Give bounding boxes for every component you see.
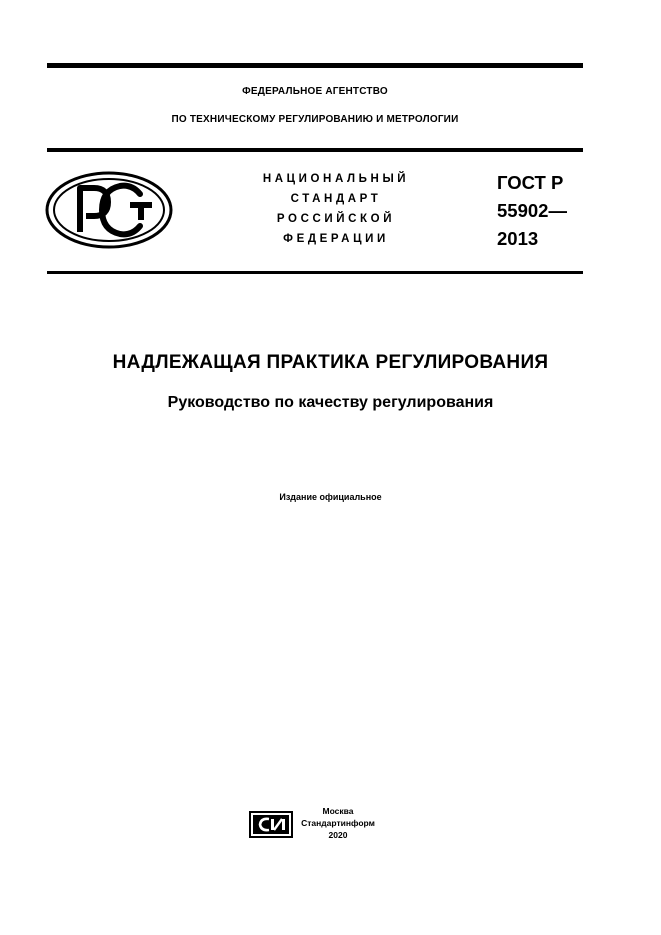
publisher-name: Стандартинформ xyxy=(301,818,375,828)
document-subtitle: Руководство по качеству регулирования xyxy=(167,394,494,411)
designation-line-3: 2013 xyxy=(497,228,539,249)
designation-line-1: ГОСТ Р xyxy=(497,172,564,193)
document-title: НАДЛЕЖАЩАЯ ПРАКТИКА РЕГУЛИРОВАНИЯ xyxy=(112,352,549,373)
standard-type-line-4: ФЕДЕРАЦИИ xyxy=(283,233,389,245)
bottom-header-rule xyxy=(47,271,583,274)
standard-type-line-1: НАЦИОНАЛЬНЫЙ xyxy=(262,173,410,185)
publisher-year: 2020 xyxy=(328,830,348,840)
publisher-logo-icon xyxy=(249,811,293,838)
standard-type-line-2: СТАНДАРТ xyxy=(290,193,382,205)
edition-label: Издание официальное xyxy=(279,492,382,502)
top-rule xyxy=(47,63,583,68)
rst-emblem-icon xyxy=(44,170,174,250)
agency-line-1: ФЕДЕРАЛЬНОЕ АГЕНТСТВО xyxy=(242,86,388,97)
standard-type-line-3: РОССИЙСКОЙ xyxy=(276,213,396,225)
header-rule xyxy=(47,148,583,152)
agency-line-2: ПО ТЕХНИЧЕСКОМУ РЕГУЛИРОВАНИЮ И МЕТРОЛОГИИ xyxy=(171,114,459,125)
publisher-city: Москва xyxy=(322,806,354,816)
designation-line-2: 55902— xyxy=(497,200,567,221)
